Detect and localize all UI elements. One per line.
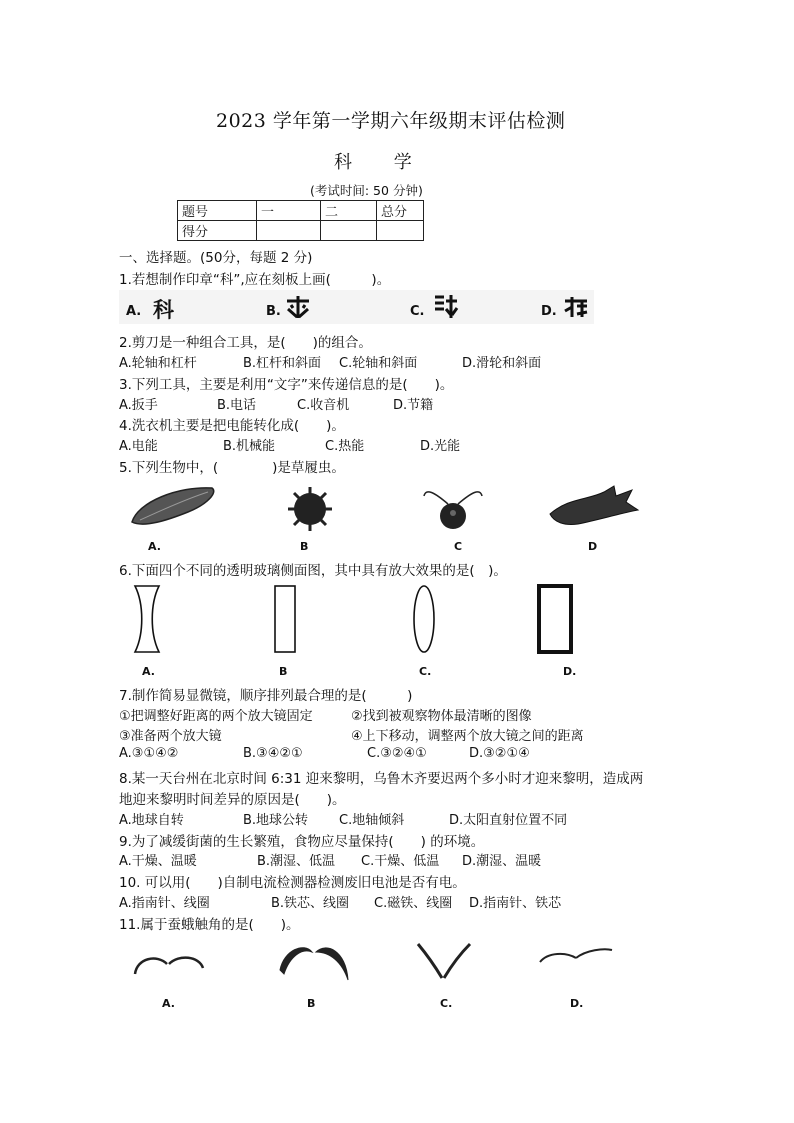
question-stem: 1.若想制作印章“科”,应在刻板上画( )。 — [119, 272, 391, 288]
option-label: A. — [142, 665, 155, 678]
organism-amoeba-image — [548, 484, 640, 528]
option-c: C.地轴倾斜 — [339, 813, 405, 828]
option-label: B — [307, 997, 316, 1010]
step-text: ④上下移动，调整两个放大镜之间的距离 — [351, 729, 584, 744]
exam-time: (考试时间: 50 分钟) — [310, 183, 423, 198]
step-text: ③准备两个放大镜 — [119, 729, 222, 744]
question-stem: 4.洗衣机主要是把电能转化成( )。 — [119, 418, 345, 434]
option-label: D. — [541, 304, 557, 319]
option-label: A. — [162, 997, 175, 1010]
table-cell[interactable] — [321, 221, 377, 241]
antenna-option-a-image — [131, 950, 207, 980]
option-label: C. — [410, 304, 425, 319]
question-stem: 3.下列工具，主要是利用“文字”来传递信息的是( )。 — [119, 377, 454, 393]
option-label: C. — [419, 665, 432, 678]
question-stem-continued: 地迎来黎明时间差异的原因是( )。 — [119, 792, 346, 808]
lens-convex-image — [412, 584, 436, 654]
question-stem: 10. 可以用( )自制电流检测器检测废旧电池是否有电。 — [119, 875, 466, 891]
option-a: A.电能 — [119, 439, 158, 454]
option-label: D — [588, 540, 598, 553]
option-d: D.光能 — [420, 439, 461, 454]
glass-flat-thin-image — [273, 584, 297, 654]
option-c: C.干燥、低温 — [361, 854, 440, 869]
option-c: C.轮轴和斜面 — [339, 356, 418, 371]
option-d: D.节籍 — [393, 398, 434, 413]
option-label: C. — [440, 997, 453, 1010]
option-label: A. — [148, 540, 161, 553]
score-table-row — [178, 221, 424, 241]
option-label: B — [279, 665, 288, 678]
option-b: B.杠杆和斜面 — [243, 356, 322, 371]
stamp-glyph-a: 科 — [153, 298, 174, 322]
mirrored-stamp-glyph-b — [285, 295, 311, 319]
option-label: D. — [563, 665, 577, 678]
option-a: A.指南针、线圈 — [119, 896, 210, 911]
option-b: B.地球公转 — [243, 813, 309, 828]
question-stem: 7.制作简易显微镜，顺序排列最合理的是( ) — [119, 688, 413, 704]
option-b: B.潮湿、低温 — [257, 854, 336, 869]
table-cell[interactable] — [257, 221, 321, 241]
exam-title: 2023 学年第一学期六年级期末评估检测 — [216, 110, 566, 132]
question-stem: 5.下列生物中，( )是草履虫。 — [119, 460, 345, 476]
subject-title: 科 学 — [334, 152, 430, 173]
mirrored-stamp-glyph-d — [563, 296, 589, 318]
option-a: A.③①④② — [119, 746, 179, 761]
table-cell: 二 — [321, 201, 377, 221]
antenna-option-c-image — [414, 940, 474, 984]
option-label: B. — [266, 304, 281, 319]
score-table-row — [178, 201, 424, 221]
organism-virus-image — [282, 485, 338, 533]
option-a: A.扳手 — [119, 398, 158, 413]
table-cell[interactable] — [377, 221, 424, 241]
mirrored-stamp-glyph-c — [432, 293, 458, 319]
step-text: ②找到被观察物体最清晰的图像 — [351, 709, 532, 724]
option-label: D. — [570, 997, 584, 1010]
option-b: B.③④②① — [243, 746, 303, 761]
option-c: C.收音机 — [297, 398, 350, 413]
table-cell: 一 — [257, 201, 321, 221]
option-b: B.电话 — [217, 398, 257, 413]
organism-flagellate-image — [420, 482, 486, 534]
question-stem: 2.剪刀是一种组合工具，是( )的组合。 — [119, 335, 372, 351]
organism-paramecium-image — [128, 482, 218, 530]
option-c: C.③②④① — [367, 746, 427, 761]
option-c: C.热能 — [325, 439, 365, 454]
antenna-option-b-image — [276, 940, 352, 984]
question-stem: 9.为了减缓街菌的生长繁殖，食物应尽量保持( ) 的环境。 — [119, 834, 485, 850]
stamp-options-strip — [119, 290, 594, 324]
step-text: ①把调整好距离的两个放大镜固定 — [119, 709, 313, 724]
option-d: D.潮湿、温暖 — [462, 854, 542, 869]
option-a: A.干燥、温暖 — [119, 854, 197, 869]
question-stem: 11.属于蚕蛾触角的是( )。 — [119, 917, 300, 933]
score-table — [177, 200, 424, 241]
option-c: C.磁铁、线圈 — [374, 896, 453, 911]
option-a: A.地球自转 — [119, 813, 184, 828]
glass-flat-thick-image — [536, 584, 574, 654]
option-b: B.机械能 — [223, 439, 276, 454]
option-d: D.③②①④ — [469, 746, 530, 761]
question-stem: 6.下面四个不同的透明玻璃侧面图，其中具有放大效果的是( )。 — [119, 563, 507, 579]
option-d: D.太阳直射位置不同 — [449, 813, 568, 828]
option-label: B — [300, 540, 309, 553]
section-heading: 一、选择题。(50分，每题 2 分) — [119, 250, 313, 266]
option-b: B.铁芯、线圈 — [271, 896, 350, 911]
option-label: C — [454, 540, 463, 553]
option-a: A.轮轴和杠杆 — [119, 356, 197, 371]
table-cell: 总分 — [377, 201, 424, 221]
lens-concave-image — [132, 584, 162, 654]
option-d: D.指南针、铁芯 — [469, 896, 562, 911]
table-cell: 得分 — [178, 221, 257, 241]
option-label: A. — [126, 304, 142, 319]
option-d: D.滑轮和斜面 — [462, 356, 542, 371]
question-stem: 8.某一天台州在北京时间 6:31 迎来黎明，乌鲁木齐要迟两个多小时才迎来黎明，造成两 — [119, 771, 644, 787]
antenna-option-d-image — [536, 942, 616, 972]
table-cell: 题号 — [178, 201, 257, 221]
